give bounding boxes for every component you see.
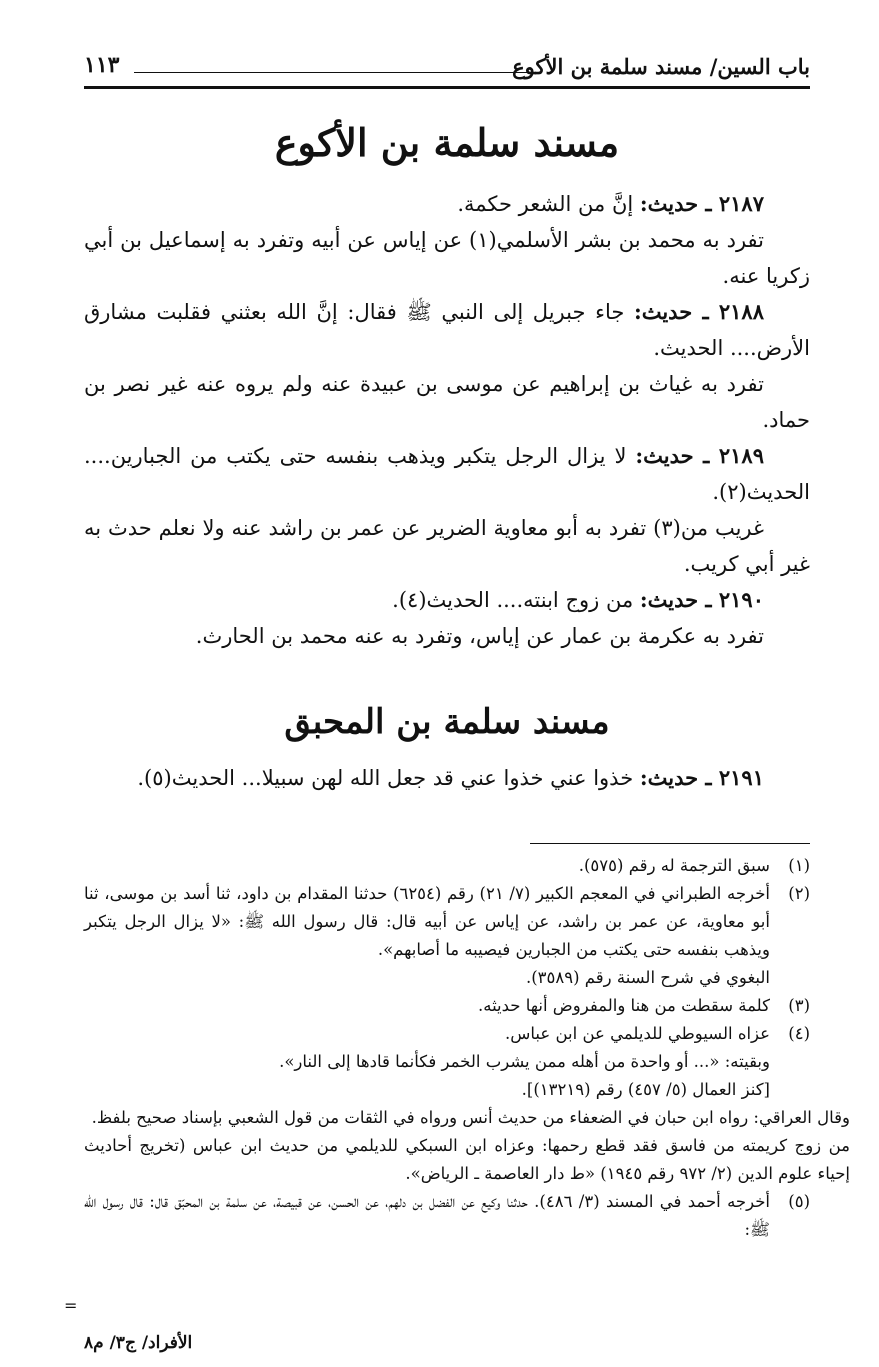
- footnote-number: (٣): [788, 996, 810, 1015]
- hadith-note: تفرد به محمد بن بشر الأسلمي(١) عن إياس عن أبيه وتفرد به إسماعيل بن أبي زكريا عنه.: [84, 228, 810, 288]
- header-title: باب السين/ مسند سلمة بن الأكوع: [512, 54, 810, 79]
- hadith-entry: [84, 186, 810, 222]
- footnote: [84, 1188, 810, 1244]
- footnote-separator: [530, 843, 810, 844]
- continuation-mark: =: [64, 1296, 78, 1315]
- footnote-number: (٤): [788, 1024, 810, 1043]
- footnote-number: (١): [788, 856, 810, 875]
- hadith-text: جاء جبريل إلى النبي ﷺ فقال: إنَّ الله بعثني فقلبت مشارق الأرض.... الحديث.: [84, 300, 810, 360]
- section-title-akwa: مسند سلمة بن الأكوع: [274, 120, 620, 165]
- footnote-line: كلمة سقطت من هنا والمفروض أنها حديثه.: [477, 996, 770, 1015]
- page-number: ١١٣: [84, 52, 120, 78]
- hadith-entry: [84, 760, 810, 796]
- section-title-muhabbiq: مسند سلمة بن المحبق: [284, 702, 610, 742]
- hadith-label: ٢١٨٧ ـ حديث:: [639, 191, 764, 216]
- footnote-line: وقال العراقي: رواه ابن حبان في الضعفاء من حديث أنس ورواه في الثقات من قول الشعبي بإسناد صحيح بلفظ.: [91, 1108, 850, 1127]
- header-rule: [84, 86, 810, 89]
- section-body-muhabbiq: [84, 760, 810, 796]
- footnote: [84, 992, 810, 1020]
- hadith-text: من زوج ابنته.... الحديث(٤).: [392, 588, 640, 612]
- section-body-akwa: [84, 186, 810, 654]
- hadith-entry: [84, 582, 810, 618]
- hadith-text: خذوا عني خذوا عني قد جعل الله لهن سبيلا... الحديث(٥).: [137, 766, 640, 790]
- signature-mark: الأفراد/ ج٣/ م٨: [84, 1333, 193, 1353]
- footnote-line: أخرجه الطبراني في المعجم الكبير (٧/ ٢١) رقم (٦٢٥٤) حدثنا المقدام بن داود، ثنا أسد بن موسى، ثنا أبو معاوية، عن عمر بن راشد، عن إياس عن أبيه قال: قال رسول الله ﷺ: «لا يزال الرجل يتكبر ويذهب بنفسه حتى يكتب من الجبارين فيصيبه ما أصابهم».: [84, 884, 770, 959]
- footnote-line: من زوج كريمته من فاسق فقد قطع رحمها: وعزاه ابن السبكي للديلمي من حديث ابن عباس (تخريج أحاديث إحياء علوم الدين (٢/ ٩٧٢ رقم ١٩٤٥) «ط دار العاصمة ـ الرياض».: [84, 1136, 850, 1183]
- footnote-line: البغوي في شرح السنة رقم (٣٥٨٩).: [525, 968, 770, 987]
- footnote-line: عزاه السيوطي للديلمي عن ابن عباس.: [505, 1024, 770, 1043]
- hadith-label: ٢١٨٩ ـ حديث:: [635, 443, 764, 468]
- hadith-note: تفرد به عكرمة بن عمار عن إياس، وتفرد به عنه محمد بن الحارث.: [195, 624, 764, 648]
- footnote: [84, 852, 810, 880]
- hadith-label: ٢١٩٠ ـ حديث:: [639, 587, 764, 612]
- footnote-line: أخرجه أحمد في المسند (٣/ ٤٨٦). حدثنا وكيع عن الفضل بن دلهم، عن الحسن، عن قبيصة، عن سلمة بن المحبّق قال: قال رسول الله ﷺ:: [84, 1192, 770, 1239]
- hadith-note: تفرد به غياث بن إبراهيم عن موسى بن عبيدة عنه ولم يروه عنه غير نصر بن حماد.: [84, 372, 810, 432]
- footnote-line: سبق الترجمة له رقم (٥٧٥).: [578, 856, 770, 875]
- footnote-number: (٥): [788, 1192, 810, 1211]
- footnote-continuation: [84, 1104, 850, 1188]
- hadith-label: ٢١٩١ ـ حديث:: [639, 765, 764, 790]
- hadith-text: إنَّ من الشعر حكمة.: [457, 192, 640, 216]
- footnote-line: وبقيته: «... أو واحدة من أهله ممن يشرب الخمر فكأنما قادها إلى النار».: [279, 1052, 770, 1071]
- footnote: [84, 880, 810, 992]
- header-leader-line: [134, 72, 542, 73]
- hadith-note: غريب من(٣) تفرد به أبو معاوية الضرير عن عمر بن راشد عنه ولا نعلم حدث به غير أبي كريب.: [84, 516, 810, 576]
- hadith-entry: [84, 294, 810, 366]
- footnotes: [84, 852, 850, 1244]
- footnote-line: [كنز العمال (٥/ ٤٥٧) رقم (١٣٢١٩)].: [521, 1080, 770, 1099]
- footnote: [84, 1020, 810, 1104]
- running-header: [84, 48, 810, 88]
- hadith-text: لا يزال الرجل يتكبر ويذهب بنفسه حتى يكتب من الجبارين.... الحديث(٢).: [84, 444, 810, 504]
- footnote-number: (٢): [788, 884, 810, 903]
- hadith-entry: [84, 438, 810, 510]
- hadith-label: ٢١٨٨ ـ حديث:: [633, 299, 764, 324]
